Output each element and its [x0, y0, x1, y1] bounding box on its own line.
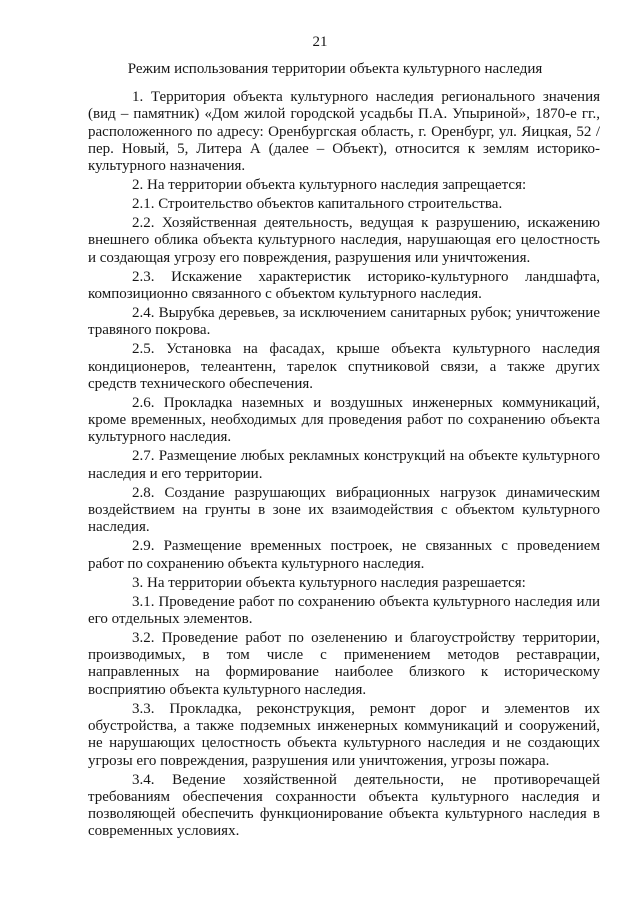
paragraph-3-3: 3.3. Прокладка, реконструкция, ремонт дорог и элементов их обустройства, а также подземных инженерных коммуникаций и сооружений, не нарушающих целостность объекта культурного наследия и не создающих угрозы его повреждения, разрушения или уничтожения, угрозы пожара.: [88, 700, 600, 769]
paragraph-3-2: 3.2. Проведение работ по озеленению и благоустройству территории, производимых, в том числе с применением методов реставрации, направленных на формирование наиболее близкого к историческому восприятию объекта культурного наследия.: [88, 629, 600, 698]
page-number: 21: [312, 34, 328, 50]
paragraph-2-3: 2.3. Искажение характеристик историко-культурного ландшафта, композиционно связанного с объектом культурного наследия.: [88, 268, 600, 303]
paragraph-2-7: 2.7. Размещение любых рекламных конструкций на объекте культурного наследия и его территории.: [88, 448, 600, 482]
document-body: [88, 89, 600, 842]
paragraph-2: 2. На территории объекта культурного наследия запрещается:: [132, 177, 527, 194]
section-title: Режим использования территории объекта культурного наследия: [127, 61, 543, 77]
paragraph-3: 3. На территории объекта культурного наследия разрешается:: [132, 574, 526, 591]
paragraph-2-2: 2.2. Хозяйственная деятельность, ведущая к разрушению, искажению внешнего облика объекта культурного наследия, нарушающая его целостность и создающая угрозу его повреждения, разрушения или уничтожения.: [88, 215, 600, 266]
paragraph-3-1: 3.1. Проведение работ по сохранению объекта культурного наследия или его отдельных элементов.: [88, 593, 600, 627]
paragraph-2-8: 2.8. Создание разрушающих вибрационных нагрузок динамическим воздействием на грунты в зоне их взаимодействия с объектом культурного наследия.: [88, 484, 600, 536]
paragraph-2-6: 2.6. Прокладка наземных и воздушных инженерных коммуникаций, кроме временных, необходимых для проведения работ по сохранению объекта культурного наследия.: [88, 394, 600, 446]
paragraph-2-5: 2.5. Установка на фасадах, крыше объекта культурного наследия кондиционеров, телеантенн, тарелок спутниковой связи, а также других средств технического обеспечения.: [88, 341, 600, 392]
paragraph-2-1: 2.1. Строительство объектов капитального строительства.: [132, 196, 503, 213]
paragraph-2-4: 2.4. Вырубка деревьев, за исключением санитарных рубок; уничтожение травяного покрова.: [88, 305, 600, 339]
paragraph-2-9: 2.9. Размещение временных построек, не связанных с проведением работ по сохранению объекта культурного наследия.: [88, 538, 600, 572]
paragraph-1: 1. Территория объекта культурного наследия регионального значения (вид – памятник) «Дом жилой городской усадьбы П.А. Упыриной», 1870-е гг., расположенного по адресу: Оренбургская область, г. Оренбург, ул. Яицкая, 52 / пер. Новый, 5, Литера А (далее – Объект), относится к землям историко-культурного назначения.: [88, 89, 600, 175]
paragraph-3-4: 3.4. Ведение хозяйственной деятельности, не противоречащей требованиям обеспечения сохранности объекта культурного наследия и позволяющей обеспечить функционирование объекта культурного наследия в современных условиях.: [88, 771, 600, 840]
